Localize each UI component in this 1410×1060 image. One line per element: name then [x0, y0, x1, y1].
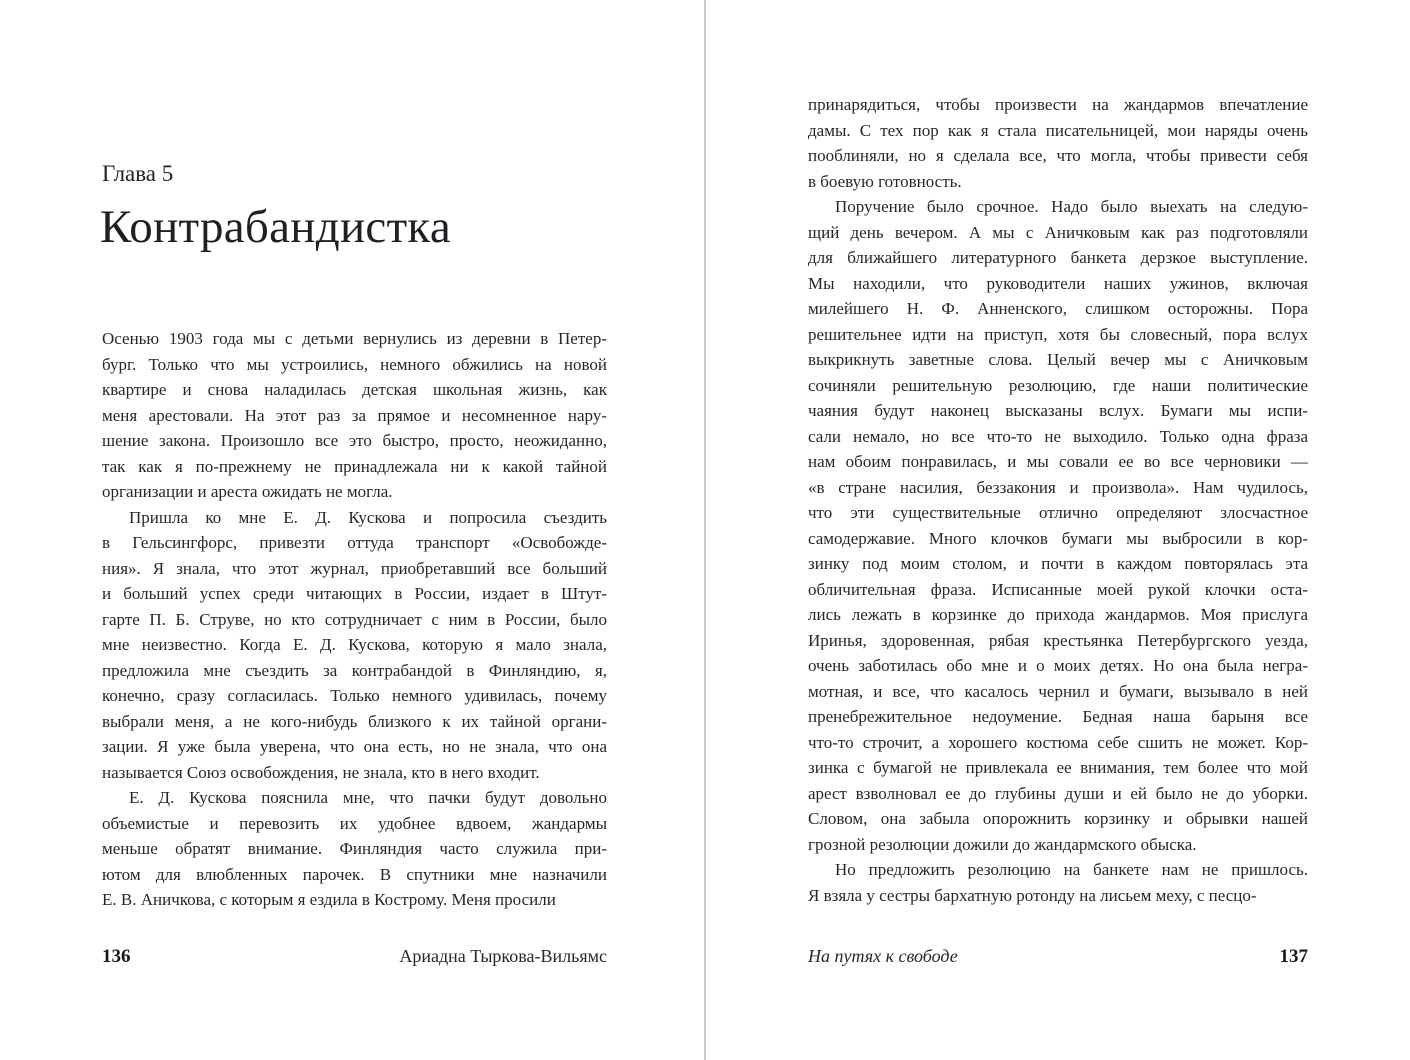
text-line: зации. Я уже была уверена, что она есть, но не знала, что она: [102, 737, 607, 756]
text-line: нам обоим понравилась, и мы совали ее во все черновики —: [808, 452, 1308, 471]
text-line: бург. Только что мы устроились, немного обжились на новой: [102, 354, 607, 374]
chapter-title: Контрабандистка: [100, 201, 452, 253]
text-line: ютом для влюбленных парочек. В спутники мне назначили: [102, 864, 607, 884]
text-line: Иринья, здоровенная, рябая крестьянка Петербургского уезда,: [808, 630, 1308, 650]
paragraph: [808, 194, 1308, 857]
text-line: пренебрежительное недоумение. Бедная наша барыня все: [808, 707, 1308, 726]
paragraph: [102, 326, 607, 505]
text-line: мотная, и все, что касалось чернил и бумаги, вызывало в ней: [808, 681, 1308, 701]
text-line: гарте П. Б. Струве, но кто сотрудничает с ним в России, было: [102, 609, 607, 629]
text-line: квартире и снова наладилась детская школьная жизнь, как: [102, 380, 607, 399]
text-line: Но предложить резолюцию на банкете нам не пришлось.: [835, 860, 1308, 879]
text-line: что эти существительные отлично определяют злосчастное: [808, 503, 1308, 522]
text-line: меньше обратят внимание. Финляндия часто служила при-: [102, 839, 607, 858]
text-line: Мы находили, что руководители наших ужинов, включая: [808, 273, 1308, 293]
text-line: организации и ареста ожидать не могла.: [102, 482, 393, 501]
text-line: для ближайшего литературного банкета дерзкое выступление.: [808, 248, 1308, 267]
left-page-body: [102, 326, 607, 913]
right-page-body: [808, 92, 1308, 908]
text-line: обличительная фраза. Исписанные моей рукой клочки оста-: [808, 579, 1308, 599]
text-line: Осенью 1903 года мы с детьми вернулись из деревни в Петер-: [102, 329, 607, 348]
text-line: меня арестовали. На этот раз за прямое и несомненное нару-: [102, 405, 607, 425]
text-line: выбрали меня, а не кого-нибудь близкого к их тайной органи-: [102, 711, 607, 731]
text-line: выкрикнуть заветные слова. Целый вечер мы с Аничковым: [808, 350, 1308, 369]
text-line: арест взволновал ее до глубины души и ей было не до уборки.: [808, 783, 1308, 803]
page-divider: [704, 0, 706, 1060]
text-line: Е. В. Аничкова, с которым я ездила в Кострому. Меня просили: [102, 890, 556, 909]
text-line: дамы. С тех пор как я стала писательницей, мои наряды очень: [808, 120, 1308, 140]
text-line: ния». Я знала, что этот журнал, приобретавший все больший: [102, 558, 607, 578]
text-line: сочиняли решительную резолюцию, где наши политические: [808, 375, 1308, 395]
text-line: в Гельсингфорс, привезти оттуда транспорт «Освобожде-: [102, 533, 607, 552]
text-line: Пришла ко мне Е. Д. Кускова и попросила съездить: [129, 507, 607, 527]
chapter-label: Глава 5: [102, 161, 174, 186]
right-running-title: На путях к свободе: [808, 946, 958, 966]
left-page-footer: [102, 946, 607, 968]
text-line: грозной резолюции дожили до жандармского обыска.: [808, 834, 1197, 854]
text-line: объемистые и перевозить их удобнее вдвоем, жандармы: [102, 813, 607, 833]
paragraph: [102, 785, 607, 913]
right-page-number: 137: [1279, 946, 1308, 967]
text-line: сали немало, но все что-то не выходило. Только одна фраза: [808, 426, 1308, 446]
text-line: зинка с бумагой не привлекала ее внимания, тем более что мой: [808, 758, 1308, 777]
paragraph: [808, 92, 1308, 194]
left-page-number: 136: [102, 946, 131, 967]
text-line: Словом, она забыла опорожнить корзинку и обрывки нашей: [808, 809, 1308, 828]
text-line: называется Союз освобождения, не знала, кто в него входит.: [102, 762, 540, 782]
text-line: решительнее идти на приступ, хотя бы словесный, пора вслух: [808, 324, 1308, 344]
text-line: Е. Д. Кускова пояснила мне, что пачки будут довольно: [129, 788, 607, 807]
text-line: Поручение было срочное. Надо было выехать на следую-: [835, 197, 1308, 216]
text-line: лись лежать в корзинке до прихода жандармов. Моя прислуга: [808, 605, 1308, 624]
text-line: «в стране насилия, беззакония и произвола». Нам чудилось,: [808, 477, 1308, 497]
text-line: принарядиться, чтобы произвести на жандармов впечатление: [808, 95, 1308, 114]
paragraph: [102, 505, 607, 786]
paragraph: [808, 857, 1308, 908]
text-line: зинку под моим столом, и почти в каждом повторялась эта: [808, 554, 1308, 573]
text-line: мне неизвестно. Когда Е. Д. Кускова, которую я мало знала,: [102, 635, 607, 654]
text-line: предложила мне съездить за контрабандой в Финляндию, я,: [102, 660, 607, 680]
text-line: и больший успех среди читающих в России, издает в Штут-: [102, 584, 607, 603]
right-page-footer: [808, 946, 1308, 968]
text-line: милейшего Н. Ф. Анненского, слишком осторожны. Пора: [808, 299, 1308, 318]
text-line: щий день вечером. А мы с Аничковым как раз подготовляли: [808, 222, 1308, 242]
left-running-title: Ариадна Тыркова-Вильямс: [399, 946, 607, 966]
text-line: пооблиняли, но я сделала все, что могла, чтобы привести себя: [808, 146, 1308, 165]
text-line: чаяния будут наконец высказаны вслух. Бумаги мы испи-: [808, 401, 1308, 420]
text-line: шение закона. Произошло все это быстро, просто, неожиданно,: [102, 431, 607, 450]
text-line: очень заботилась обо мне и о моих детях. Но она была негра-: [808, 656, 1308, 675]
text-line: в боевую готовность.: [808, 171, 962, 191]
text-line: что-то строчит, а хорошего костюма себе сшить не может. Кор-: [808, 732, 1308, 752]
text-line: самодержавие. Много клочков бумаги мы выбросили в кор-: [808, 528, 1308, 548]
text-line: Я взяла у сестры бархатную ротонду на лисьем меху, с песцо-: [808, 885, 1257, 905]
text-line: конечно, сразу согласилась. Только немного удивилась, почему: [102, 686, 607, 705]
text-line: так как я по-прежнему не принадлежала ни к какой тайной: [102, 456, 607, 476]
